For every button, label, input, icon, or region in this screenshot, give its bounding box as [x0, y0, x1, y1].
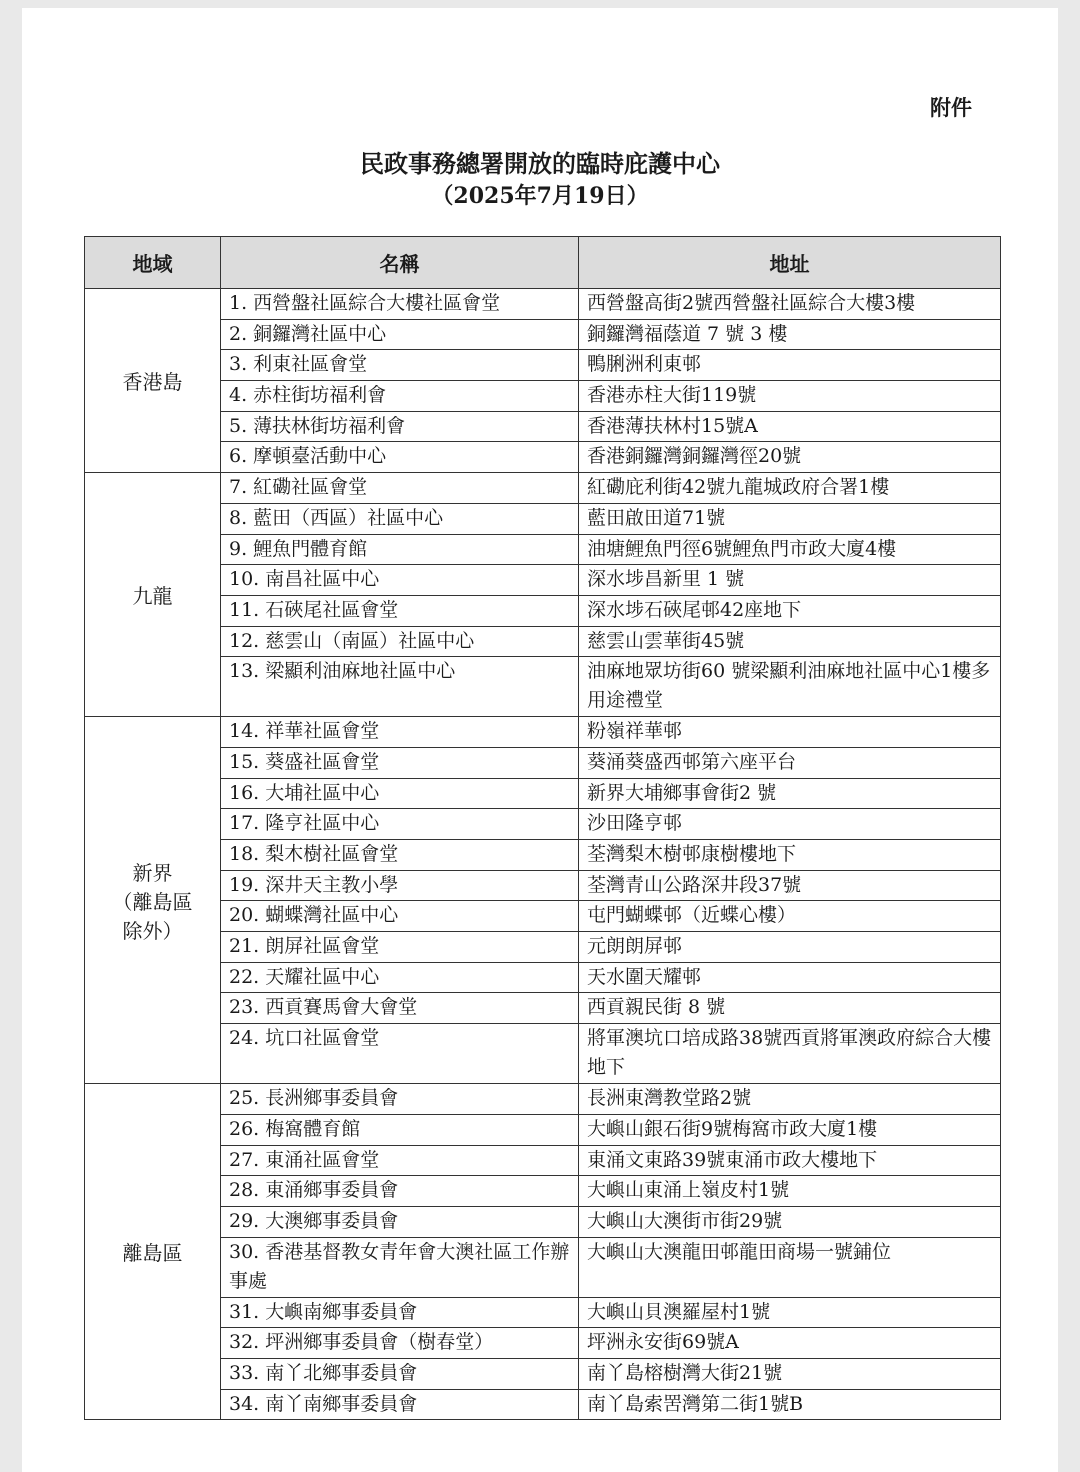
- region-label: 新界: [132, 860, 173, 885]
- column-header-address: 地址: [579, 237, 1001, 289]
- shelter-name: 28. 東涌鄉事委員會: [221, 1176, 579, 1207]
- shelter-address: 坪洲永安街69號A: [579, 1328, 1001, 1359]
- shelter-address: 藍田啟田道71號: [579, 503, 1001, 534]
- shelter-address: 油麻地眾坊街60 號梁顯利油麻地社區中心1樓多用途禮堂: [579, 657, 1001, 717]
- shelter-address: 大嶼山大澳龍田邨龍田商場一號鋪位: [579, 1237, 1001, 1297]
- shelter-name: 22. 天耀社區中心: [221, 962, 579, 993]
- region-cell: [85, 717, 221, 1084]
- shelter-address: 東涌文東路39號東涌市政大樓地下: [579, 1145, 1001, 1176]
- table-row: [85, 901, 1001, 932]
- shelter-name: 32. 坪洲鄉事委員會（樹春堂）: [221, 1328, 579, 1359]
- shelter-address: 元朗朗屏邨: [579, 932, 1001, 963]
- shelter-name: 30. 香港基督教女青年會大澳社區工作辦事處: [221, 1237, 579, 1297]
- shelter-address: 新界大埔鄉事會街2 號: [579, 778, 1001, 809]
- shelter-address: 將軍澳坑口培成路38號西貢將軍澳政府綜合大樓地下: [579, 1024, 1001, 1084]
- shelter-address: 香港銅鑼灣銅鑼灣徑20號: [579, 442, 1001, 473]
- shelter-address: 大嶼山銀石街9號梅窩市政大廈1樓: [579, 1114, 1001, 1145]
- shelter-name: 21. 朗屏社區會堂: [221, 932, 579, 963]
- shelter-name: 1. 西營盤社區綜合大樓社區會堂: [221, 289, 579, 320]
- shelter-address: 西營盤高街2號西營盤社區綜合大樓3樓: [579, 289, 1001, 320]
- table-row: [85, 809, 1001, 840]
- column-header-name: 名稱: [221, 237, 579, 289]
- table-row: [85, 289, 1001, 320]
- table-row: [85, 717, 1001, 748]
- table-row: [85, 747, 1001, 778]
- shelter-name: 7. 紅磡社區會堂: [221, 473, 579, 504]
- shelter-address: 長洲東灣教堂路2號: [579, 1084, 1001, 1115]
- shelter-address: 大嶼山貝澳羅屋村1號: [579, 1297, 1001, 1328]
- table-row: [85, 319, 1001, 350]
- shelter-address: 葵涌葵盛西邨第六座平台: [579, 747, 1001, 778]
- shelter-name: 10. 南昌社區中心: [221, 565, 579, 596]
- shelter-address: 西貢親民街 8 號: [579, 993, 1001, 1024]
- shelter-name: 6. 摩頓臺活動中心: [221, 442, 579, 473]
- shelter-name: 4. 赤柱街坊福利會: [221, 381, 579, 412]
- shelter-name: 13. 梁顯利油麻地社區中心: [221, 657, 579, 717]
- shelter-name: 29. 大澳鄉事委員會: [221, 1206, 579, 1237]
- table-row: [85, 1024, 1001, 1084]
- table-row: [85, 1145, 1001, 1176]
- region-cell: [85, 289, 221, 473]
- table-row: [85, 1328, 1001, 1359]
- region-label: 離島區: [122, 1241, 183, 1266]
- shelter-address: 香港薄扶林村15號A: [579, 411, 1001, 442]
- table-row: [85, 1084, 1001, 1115]
- shelter-name: 9. 鯉魚門體育館: [221, 534, 579, 565]
- table-row: [85, 503, 1001, 534]
- shelter-address: 油塘鯉魚門徑6號鯉魚門市政大廈4樓: [579, 534, 1001, 565]
- table-row: [85, 840, 1001, 871]
- shelter-address: 天水圍天耀邨: [579, 962, 1001, 993]
- table-row: [85, 932, 1001, 963]
- table-row: [85, 1114, 1001, 1145]
- shelter-name: 3. 利東社區會堂: [221, 350, 579, 381]
- shelter-name: 17. 隆亨社區中心: [221, 809, 579, 840]
- document-page: [22, 8, 1058, 1472]
- attachment-label: 附件: [930, 95, 972, 120]
- region-label: 除外）: [122, 918, 183, 943]
- shelter-name: 16. 大埔社區中心: [221, 778, 579, 809]
- shelter-name: 8. 藍田（西區）社區中心: [221, 503, 579, 534]
- shelter-address: 紅磡庇利街42號九龍城政府合署1樓: [579, 473, 1001, 504]
- table-row: [85, 350, 1001, 381]
- shelter-name: 18. 梨木樹社區會堂: [221, 840, 579, 871]
- shelter-address: 深水埗昌新里 1 號: [579, 565, 1001, 596]
- shelter-name: 15. 葵盛社區會堂: [221, 747, 579, 778]
- shelter-address: 南丫島索罟灣第二街1號B: [579, 1389, 1001, 1420]
- region-label: 九龍: [132, 584, 173, 609]
- shelter-address: 鴨脷洲利東邨: [579, 350, 1001, 381]
- shelter-address: 粉嶺祥華邨: [579, 717, 1001, 748]
- table-row: [85, 626, 1001, 657]
- shelter-address: 屯門蝴蝶邨（近蝶心樓）: [579, 901, 1001, 932]
- shelter-address: 沙田隆亨邨: [579, 809, 1001, 840]
- table-body: [85, 289, 1001, 1420]
- shelter-name: 25. 長洲鄉事委員會: [221, 1084, 579, 1115]
- shelter-name: 23. 西貢賽馬會大會堂: [221, 993, 579, 1024]
- table-row: [85, 1206, 1001, 1237]
- table-row: [85, 870, 1001, 901]
- shelter-name: 20. 蝴蝶灣社區中心: [221, 901, 579, 932]
- table-row: [85, 1176, 1001, 1207]
- table-row: [85, 534, 1001, 565]
- shelter-name: 11. 石硤尾社區會堂: [221, 595, 579, 626]
- shelter-address: 銅鑼灣福蔭道 7 號 3 樓: [579, 319, 1001, 350]
- document-title: 民政事務總署開放的臨時庇護中心: [360, 149, 720, 178]
- shelter-name: 5. 薄扶林街坊福利會: [221, 411, 579, 442]
- table-row: [85, 595, 1001, 626]
- document-date: （2025年7月19日）: [431, 183, 649, 209]
- table-row: [85, 473, 1001, 504]
- table-row: [85, 1358, 1001, 1389]
- shelter-address: 南丫島榕樹灣大街21號: [579, 1358, 1001, 1389]
- table-row: [85, 962, 1001, 993]
- shelter-address: 香港赤柱大街119號: [579, 381, 1001, 412]
- shelter-name: 19. 深井天主教小學: [221, 870, 579, 901]
- shelter-name: 24. 坑口社區會堂: [221, 1024, 579, 1084]
- region-cell: [85, 473, 221, 717]
- table-row: [85, 381, 1001, 412]
- shelter-name: 27. 東涌社區會堂: [221, 1145, 579, 1176]
- shelter-address: 荃灣青山公路深井段37號: [579, 870, 1001, 901]
- shelter-address: 大嶼山大澳街市街29號: [579, 1206, 1001, 1237]
- shelter-address: 荃灣梨木樹邨康樹樓地下: [579, 840, 1001, 871]
- region-cell: [85, 1084, 221, 1420]
- table-row: [85, 993, 1001, 1024]
- shelter-table: [84, 236, 1001, 1420]
- table-row: [85, 657, 1001, 717]
- table-header-row: [85, 237, 1001, 289]
- shelter-name: 12. 慈雲山（南區）社區中心: [221, 626, 579, 657]
- shelter-name: 2. 銅鑼灣社區中心: [221, 319, 579, 350]
- table-row: [85, 1389, 1001, 1420]
- shelter-name: 26. 梅窩體育館: [221, 1114, 579, 1145]
- shelter-name: 31. 大嶼南鄉事委員會: [221, 1297, 579, 1328]
- table-row: [85, 411, 1001, 442]
- shelter-name: 34. 南丫南鄉事委員會: [221, 1389, 579, 1420]
- column-header-region: 地域: [85, 237, 221, 289]
- region-label: （離島區: [112, 889, 193, 914]
- table-row: [85, 778, 1001, 809]
- table-row: [85, 565, 1001, 596]
- shelter-name: 14. 祥華社區會堂: [221, 717, 579, 748]
- table-row: [85, 1237, 1001, 1297]
- region-label: 香港島: [122, 370, 183, 395]
- table-row: [85, 1297, 1001, 1328]
- shelter-address: 深水埗石硤尾邨42座地下: [579, 595, 1001, 626]
- table-row: [85, 442, 1001, 473]
- shelter-address: 大嶼山東涌上嶺皮村1號: [579, 1176, 1001, 1207]
- shelter-name: 33. 南丫北鄉事委員會: [221, 1358, 579, 1389]
- shelter-address: 慈雲山雲華街45號: [579, 626, 1001, 657]
